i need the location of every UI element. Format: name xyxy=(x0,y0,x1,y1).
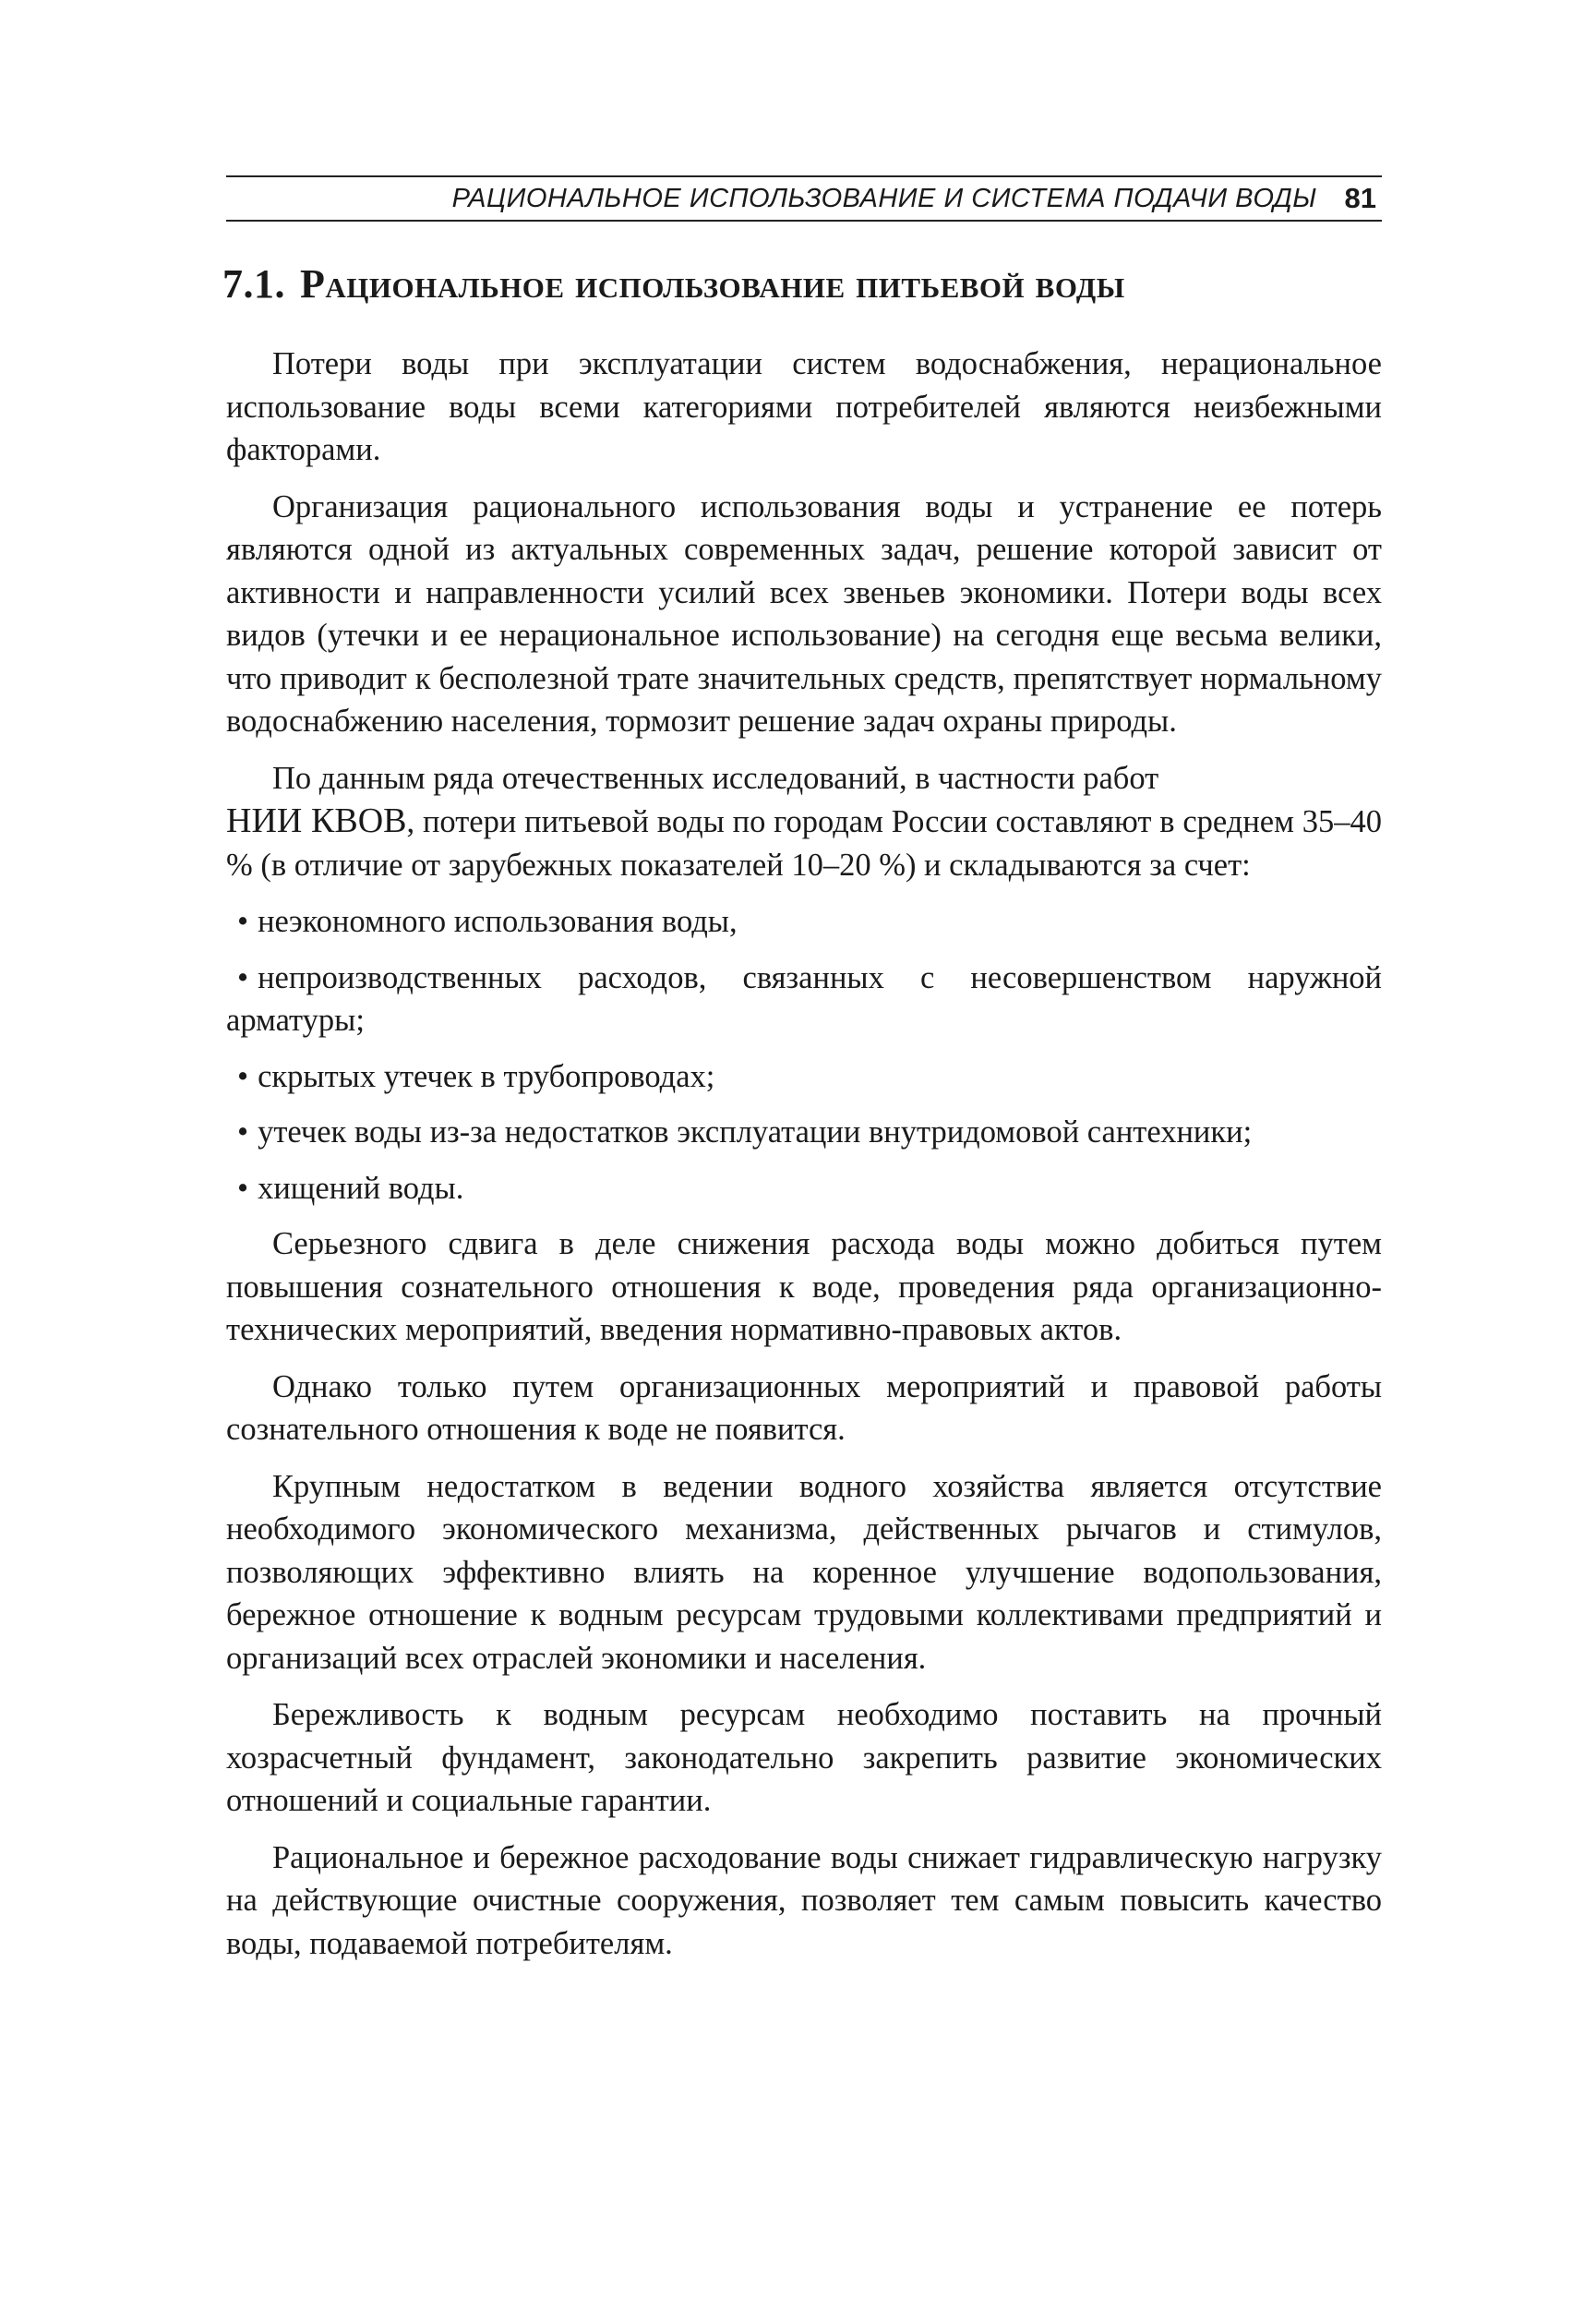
paragraph: Серьезного сдвига в деле снижения расхода воды можно добиться путем повышения сознательного отношения к воде, проведения ряда организационно-технических мероприятий, введения нормативно-правовых актов. xyxy=(226,1226,1382,1347)
bullet-list xyxy=(226,900,1382,1210)
list-item-text: хищений воды. xyxy=(258,1170,464,1206)
paragraph: Рациональное и бережное расходование воды снижает гидравлическую нагрузку на действующие очистные сооружения, позволяет тем самым повысить качество воды, подаваемой потребителям. xyxy=(226,1839,1382,1961)
list-item xyxy=(226,1055,1382,1099)
organization-name: НИИ КВОВ xyxy=(226,801,407,840)
bullet-icon: • xyxy=(237,1058,249,1094)
paragraph-text: По данным ряда отечественных исследований, в частности работ xyxy=(272,760,1159,796)
running-header xyxy=(226,175,1382,222)
section-title xyxy=(222,260,1382,307)
list-item-text: неэкономного использования воды, xyxy=(258,904,738,939)
running-title: РАЦИОНАЛЬНОЕ ИСПОЛЬЗОВАНИЕ И СИСТЕМА ПОДАЧИ ВОДЫ xyxy=(451,183,1317,213)
section-number: 7.1. xyxy=(222,261,285,307)
list-item xyxy=(226,1111,1382,1154)
section-title-text: Рациональное использование питьевой воды xyxy=(300,261,1125,307)
paragraph: Однако только путем организационных мероприятий и правовой работы сознательного отношения к воде не появится. xyxy=(226,1368,1382,1447)
bullet-icon: • xyxy=(237,1114,249,1150)
bullet-icon: • xyxy=(237,904,249,939)
paragraph: Организация рационального использования воды и устранение ее потерь являются одной из актуальных современных задач, решение которой зависит от активности и направленности усилий всех звеньев экономики. Потери воды всех видов (утечки и ее нерациональное использование) на сегодня еще весьма велики, что приводит к бесполезной трате значительных средств, препятствует нормальному водоснабжению населения, тормозит решение задач охраны природы. xyxy=(226,488,1382,739)
paragraph-text: , потери питьевой воды по городам России составляют в среднем 35–40 % (в отличие от зарубежных показателей 10–20 %) и складываются за счет: xyxy=(226,804,1382,883)
list-item xyxy=(226,900,1382,944)
paragraph: Крупным недостатком в ведении водного хозяйства является отсутствие необходимого экономического механизма, действенных рычагов и стимулов, позволяющих эффективно влиять на коренное улучшение водопользования, бережное отношение к водным ресурсам трудовыми коллективами предприятий и организаций всех отраслей экономики и населения. xyxy=(226,1468,1382,1676)
book-page xyxy=(222,175,1382,1979)
paragraph xyxy=(226,757,1382,887)
list-item xyxy=(226,1167,1382,1210)
paragraph: Потери воды при эксплуатации систем водоснабжения, нерациональное использование воды всеми категориями потребителей являются неизбежными факторами. xyxy=(226,346,1382,467)
paragraph: Бережливость к водным ресурсам необходимо поставить на прочный хозрасчетный фундамент, законодательно закрепить развитие экономических отношений и социальные гарантии. xyxy=(226,1697,1382,1818)
list-item xyxy=(226,957,1382,1042)
page-number: 81 xyxy=(1344,182,1376,214)
list-item-text: непроизводственных расходов, связанных с несовершенством наружной арматуры; xyxy=(226,959,1382,1038)
bullet-icon: • xyxy=(237,959,249,995)
list-item-text: утечек воды из-за недостатков эксплуатации внутридомовой сантехники; xyxy=(258,1114,1253,1150)
list-item-text: скрытых утечек в трубопроводах; xyxy=(258,1058,715,1094)
bullet-icon: • xyxy=(237,1170,249,1206)
